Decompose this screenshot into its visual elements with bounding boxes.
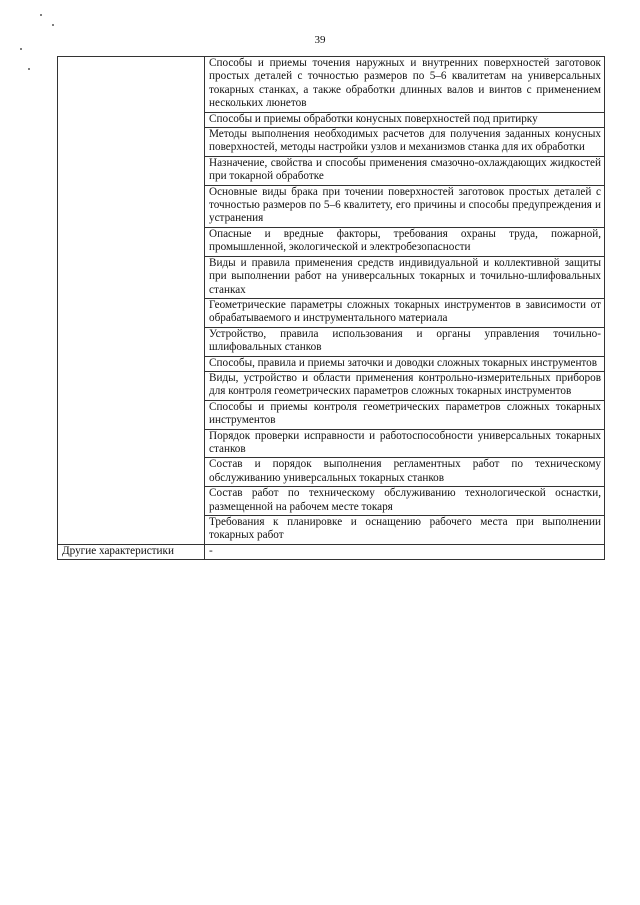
- table-cell: Основные виды брака при точении поверхностей заготовок простых деталей с точностью размеров по 5–6 квалитету, его причины и способы предупреждения и устранения: [205, 185, 605, 227]
- page-number: 39: [314, 34, 326, 46]
- table-cell: Виды и правила применения средств индивидуальной и коллективной защиты при выполнении работ на универсальных токарных и точильно-шлифовальных станках: [205, 256, 605, 298]
- scan-speck: [40, 14, 42, 16]
- table-cell: Виды, устройство и области применения контрольно-измерительных приборов для контроля геометрических параметров сложных токарных инструментов: [205, 371, 605, 400]
- table-cell: Опасные и вредные факторы, требования охраны труда, пожарной, промышленной, экологической и электробезопасности: [205, 227, 605, 256]
- table-row: [58, 57, 605, 113]
- other-characteristics-value: -: [205, 544, 605, 559]
- scan-speck: [28, 68, 30, 70]
- table-cell: Методы выполнения необходимых расчетов для получения заданных конусных поверхностей, методы настройки узлов и механизмов станка для их обработки: [205, 128, 605, 157]
- table-cell: Способы и приемы обработки конусных поверхностей под притирку: [205, 112, 605, 127]
- other-characteristics-label: Другие характеристики: [58, 544, 205, 559]
- table-cell: Состав работ по техническому обслуживанию технологической оснастки, размещенной на рабочем месте токаря: [205, 487, 605, 516]
- table-cell: Способы, правила и приемы заточки и доводки сложных токарных инструментов: [205, 356, 605, 371]
- table-cell: Способы и приемы точения наружных и внутренних поверхностей заготовок простых деталей с точностью размеров по 5–6 квалитетам на универсальных токарных станках, а также обработки длинных валов и винтов с применением нескольких люнетов: [205, 57, 605, 113]
- table-cell: Требования к планировке и оснащению рабочего места при выполнении токарных работ: [205, 516, 605, 545]
- knowledge-table: [57, 56, 605, 560]
- table-cell: Устройство, правила использования и органы управления точильно-шлифовальных станков: [205, 327, 605, 356]
- table-cell: Способы и приемы контроля геометрических параметров сложных токарных инструментов: [205, 400, 605, 429]
- table-label-cell: [58, 57, 205, 545]
- scan-speck: [20, 48, 22, 50]
- table-cell: Состав и порядок выполнения регламентных работ по техническому обслуживанию универсальных токарных станков: [205, 458, 605, 487]
- table-cell: Назначение, свойства и способы применения смазочно-охлаждающих жидкостей при токарной обработке: [205, 156, 605, 185]
- scan-speck: [52, 24, 54, 26]
- table-cell: Порядок проверки исправности и работоспособности универсальных токарных станков: [205, 429, 605, 458]
- table-row-other: [58, 544, 605, 559]
- table-cell: Геометрические параметры сложных токарных инструментов в зависимости от обрабатываемого и инструментального материала: [205, 298, 605, 327]
